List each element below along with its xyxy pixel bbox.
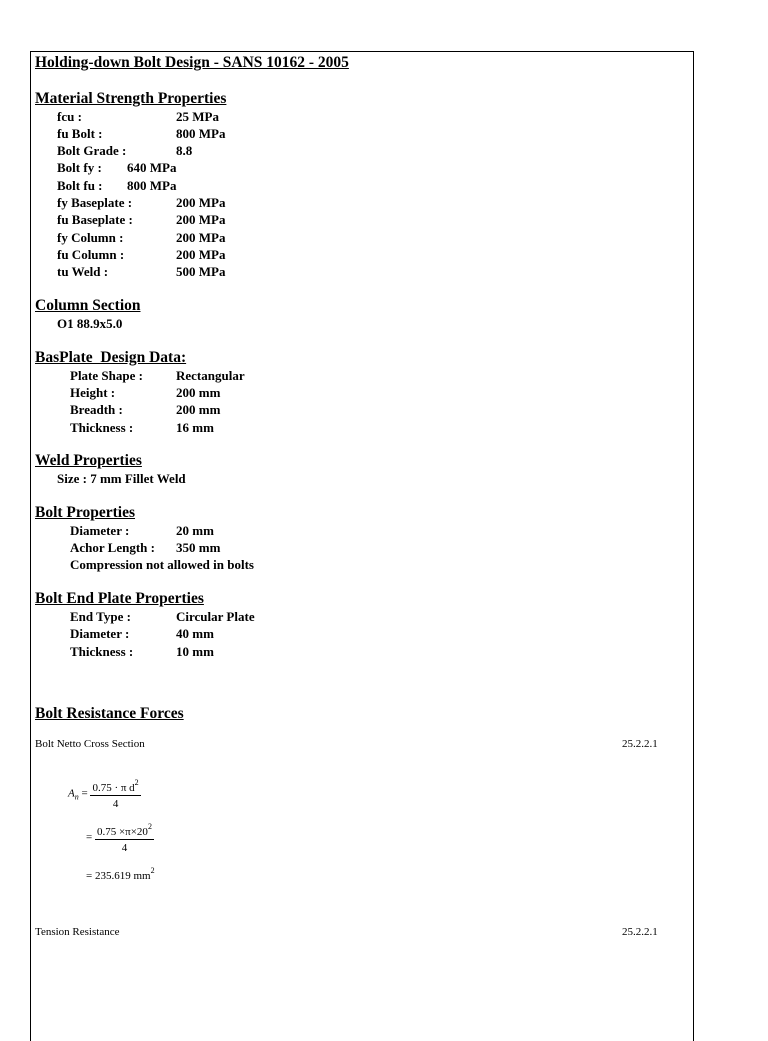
material-label: fcu : <box>57 109 82 124</box>
bolt-value: 350 mm <box>176 540 221 555</box>
column-section-value: O1 88.9x5.0 <box>57 316 123 331</box>
material-label: fu Baseplate : <box>57 212 133 227</box>
formula-fraction <box>90 778 140 810</box>
equals-sign: = <box>81 787 88 800</box>
net-section-clause-ref: 25.2.2.1 <box>622 738 658 750</box>
endplate-label: Diameter : <box>70 626 130 641</box>
baseplate-value: 200 mm <box>176 402 221 417</box>
resistance-heading: Bolt Resistance Forces <box>35 705 184 722</box>
equals-sign: = <box>86 831 93 844</box>
baseplate-heading: BasPlate Design Data: <box>35 349 187 366</box>
material-value: 200 MPa <box>176 230 226 245</box>
formula-numerator: 0.75 · π $d^2$ <box>92 778 139 794</box>
endplate-value: 40 mm <box>176 626 214 641</box>
bolt-label: Achor Length : <box>70 540 155 555</box>
substitution-denominator: 4 <box>121 842 128 854</box>
material-value: 640 MPa <box>127 160 177 175</box>
endplate-label: End Type : <box>70 609 131 624</box>
endplate-value: 10 mm <box>176 644 214 659</box>
material-label: fy Baseplate : <box>57 195 133 210</box>
material-value: 200 MPa <box>176 212 226 227</box>
bolt-compression-note: Compression not allowed in bolts <box>70 557 254 572</box>
material-label: Bolt Grade : <box>57 143 127 158</box>
net-section-label: Bolt Netto Cross Section <box>35 738 145 750</box>
weld-size-value: Size : 7 mm Fillet Weld <box>57 471 186 486</box>
baseplate-label: Breadth : <box>70 402 123 417</box>
area-symbol: A <box>68 787 75 800</box>
tension-resistance-label: Tension Resistance <box>35 926 120 938</box>
bolt-label: Diameter : <box>70 523 130 538</box>
bolt-value: 20 mm <box>176 523 214 538</box>
endplate-heading: Bolt End Plate Properties <box>35 590 204 607</box>
material-label: Bolt fu : <box>57 178 103 193</box>
weld-heading: Weld Properties <box>35 452 142 469</box>
net-area-result: = 235.619 $mm^2$ <box>86 866 155 882</box>
baseplate-value: Rectangular <box>176 368 245 383</box>
material-value: 200 MPa <box>176 247 226 262</box>
net-area-formula <box>68 778 141 810</box>
tension-clause-ref: 25.2.2.1 <box>622 926 658 938</box>
area-subscript: n <box>74 792 79 802</box>
material-heading: Material Strength Properties <box>35 90 227 107</box>
material-value: 200 MPa <box>176 195 226 210</box>
material-label: fy Column : <box>57 230 124 245</box>
baseplate-label: Thickness : <box>70 420 134 435</box>
material-label: fu Bolt : <box>57 126 103 141</box>
material-value: 800 MPa <box>176 126 226 141</box>
material-value: 8.8 <box>176 143 193 158</box>
material-value: 800 MPa <box>127 178 177 193</box>
baseplate-value: 200 mm <box>176 385 221 400</box>
bolt-heading: Bolt Properties <box>35 504 136 521</box>
endplate-value: Circular Plate <box>176 609 255 624</box>
page-title: Holding-down Bolt Design - SANS 10162 - 2005 <box>35 54 349 71</box>
net-area-substitution <box>86 822 154 854</box>
material-value: 25 MPa <box>176 109 219 124</box>
material-value: 500 MPa <box>176 264 226 279</box>
substitution-numerator: $0.75 \times\pi\times 20^2$ <box>96 822 152 838</box>
formula-denominator: 4 <box>112 798 119 810</box>
material-label: tu Weld : <box>57 264 109 279</box>
material-label: Bolt fy : <box>57 160 102 175</box>
material-label: fu Column : <box>57 247 125 262</box>
endplate-label: Thickness : <box>70 644 134 659</box>
substitution-fraction <box>95 822 154 854</box>
baseplate-label: Height : <box>70 385 116 400</box>
baseplate-value: 16 mm <box>176 420 214 435</box>
column-heading: Column Section <box>35 297 141 314</box>
baseplate-label: Plate Shape : <box>70 368 143 383</box>
